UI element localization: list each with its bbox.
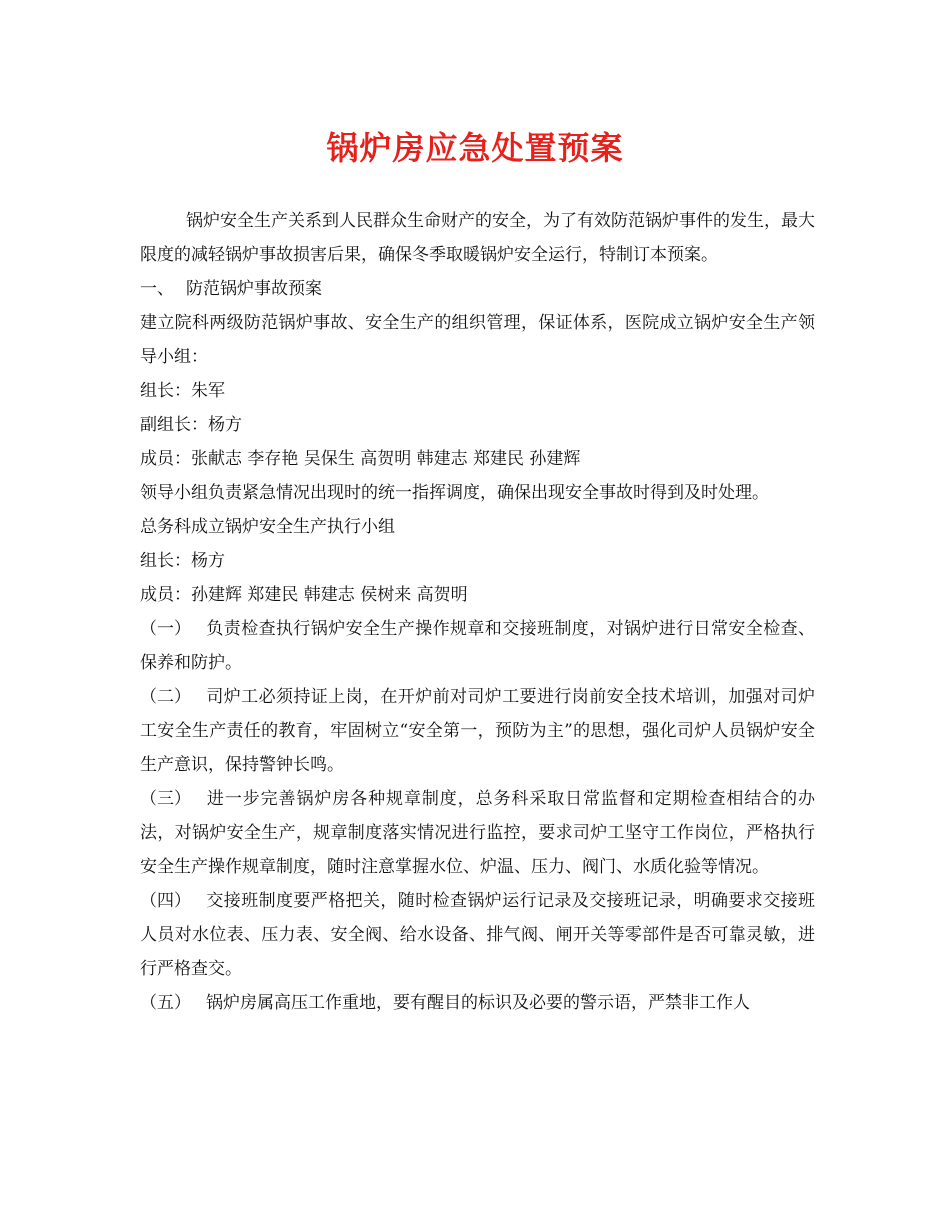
- deputy-leader-line: 副组长：杨方: [140, 415, 242, 435]
- list-item: [140, 884, 815, 986]
- section-heading: [140, 272, 815, 306]
- list-item: [140, 986, 815, 1020]
- list-item-text: 进一步完善锅炉房各种规章制度，总务科采取日常监督和定期检查相结合的办法，对锅炉安全生产，规章制度落实情况进行监控，要求司炉工坚守工作岗位，严格执行安全生产操作规章制度，随时注意掌握水位、炉温、压力、阀门、水质化验等情况。: [140, 789, 815, 877]
- section-number: 一、: [140, 279, 174, 299]
- leader-group-duty: 领导小组负责紧急情况出现时的统一指挥调度，确保出现安全事故时得到及时处理。: [140, 483, 769, 503]
- leader-line: 组长：朱军: [140, 381, 225, 401]
- list-item-number: （二）: [140, 687, 191, 707]
- list-item-number: （四）: [140, 891, 191, 911]
- list-item: [140, 680, 815, 782]
- list-item-text: 负责检查执行锅炉安全生产操作规章和交接班制度，对锅炉进行日常安全检查、保养和防护。: [140, 619, 815, 673]
- list-item-number: （一）: [140, 619, 191, 639]
- list-item-text: 交接班制度要严格把关，随时检查锅炉运行记录及交接班记录，明确要求交接班人员对水位表、压力表、安全阀、给水设备、排气阀、闸开关等零部件是否可靠灵敏，进行严格查交。: [140, 891, 815, 979]
- list-item-text: 司炉工必须持证上岗，在开炉前对司炉工要进行岗前安全技术培训，加强对司炉工安全生产责任的教育，牢固树立“安全第一，预防为主”的思想，强化司炉人员锅炉安全生产意识，保持警钟长鸣。: [140, 687, 815, 775]
- list-item-number: （三）: [140, 789, 191, 809]
- exec-group-heading: 总务科成立锅炉安全生产执行小组: [140, 517, 395, 537]
- list-item: [140, 782, 815, 884]
- intro-paragraph: 锅炉安全生产关系到人民群众生命财产的安全，为了有效防范锅炉事件的发生，最大限度的减轻锅炉事故损害后果，确保冬季取暖锅炉安全运行，特制订本预案。: [140, 211, 815, 265]
- list-item-number: （五）: [140, 993, 191, 1013]
- document-title: 锅炉房应急处置预案: [326, 129, 624, 167]
- members-line: 成员：张献志 李存艳 吴保生 高贺明 韩建志 郑建民 孙建辉: [140, 449, 581, 469]
- exec-leader-line: 组长：杨方: [140, 551, 225, 571]
- exec-members-line: 成员：孙建辉 郑建民 韩建志 侯树来 高贺明: [140, 585, 468, 605]
- list-item: [140, 612, 815, 680]
- list-item-text: 锅炉房属高压工作重地，要有醒目的标识及必要的警示语，严禁非工作人: [206, 993, 750, 1013]
- section-heading-text: 防范锅炉事故预案: [186, 279, 322, 299]
- organization-paragraph: 建立院科两级防范锅炉事故、安全生产的组织管理，保证体系，医院成立锅炉安全生产领导小组：: [140, 313, 815, 367]
- document-body: [140, 204, 815, 1020]
